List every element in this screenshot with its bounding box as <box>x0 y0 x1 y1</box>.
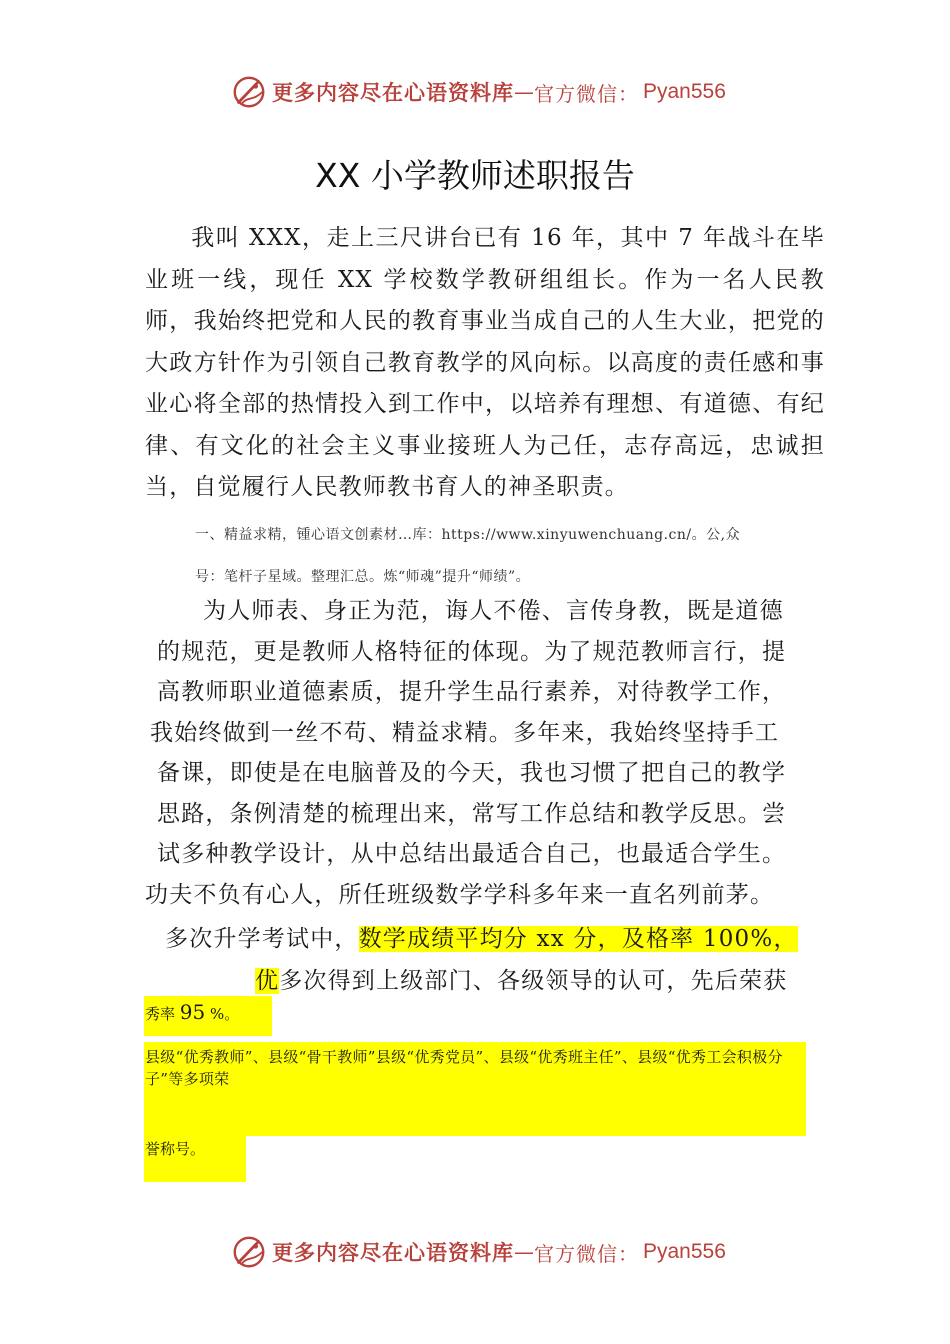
body-line: 试多种教学设计，从中总结出最适合自己，也最适合学生。 <box>157 841 787 867</box>
pen-logo-icon <box>230 1233 268 1271</box>
body-line: 为人师表、身正为范，诲人不倦、言传身教，既是道德 <box>203 598 784 624</box>
intro-text: 我叫 XXX，走上三尺讲台已有 16 年，其中 7 年战斗在毕业班一线，现任 XX 学校数学教研组组长。作为一名人民教师，我始终把党和人民的教育事业当成自己的人生大业，把党的大政方针作为引领自己教育教学的风向标。以高度的责任感和事业心将全部的热情投入到工作中，以培养有理想、有道德、有纪律、有文化的社会主义事业接班人为己任，志存高远，忠诚担当，自觉履行人民教师教书育人的神圣职责。 <box>145 225 825 500</box>
body-paragraph <box>145 591 820 915</box>
exam-highlight: 数学成绩平均分 xx 分，及格率 100%， <box>358 926 798 952</box>
intro-paragraph <box>145 218 825 509</box>
exam-prefix: 多次升学考试中， <box>165 926 359 952</box>
banner-text: 更多内容尽在心语资料库 <box>272 1240 514 1265</box>
honor-text: 誉称号。 <box>145 1140 206 1158</box>
footer-banner <box>230 1232 726 1272</box>
body-line: 功夫不负有心人，所任班级数学学科多年来一直名列前茅。 <box>145 881 775 908</box>
awards-text: 县级“优秀教师”、县级“骨干教师”县级“优秀党员”、县级“优秀班主任”、县级“优秀工会积极分子”等多项荣 <box>145 1048 783 1088</box>
pen-logo-icon <box>230 73 268 111</box>
award-highlight: 优 <box>255 968 280 994</box>
banner-separator: — <box>514 1240 534 1264</box>
rate-line <box>145 1000 239 1024</box>
section-note-line-1: 一、精益求精，锺心语文创素材…库：https://www.xinyuwenchuang.cn/。公,众 <box>195 527 741 543</box>
header-banner <box>230 72 726 112</box>
rate-suffix: %。 <box>210 1005 240 1023</box>
banner-separator: — <box>514 80 534 104</box>
rate-value: 95 <box>179 1000 206 1024</box>
award-rest: 多次得到上级部门、各级领导的认可，先后荣获 <box>279 968 788 994</box>
body-line: 高教师职业道德素质，提升学生品行素养，对待教学工作， <box>157 679 787 705</box>
banner-label: 官方微信： <box>534 81 639 106</box>
banner-wechat-id: Pyan556 <box>643 80 726 103</box>
body-line: 我始终做到一丝不苟、精益求精。多年来，我始终坚持手工 <box>150 719 780 746</box>
page-title: XX 小学教师述职报告 <box>315 156 635 195</box>
body-line: 备课，即使是在电脑普及的今天，我也习惯了把自己的教学 <box>157 760 787 786</box>
rate-prefix: 秀率 <box>145 1005 176 1023</box>
banner-label: 官方微信： <box>534 1241 639 1266</box>
banner-text: 更多内容尽在心语资料库 <box>272 80 514 105</box>
body-line: 的规范，更是教师人格特征的体现。为了规范教师言行，提 <box>157 638 787 665</box>
award-line <box>255 962 787 995</box>
exam-line <box>165 920 798 953</box>
banner-wechat-id: Pyan556 <box>643 1240 726 1263</box>
body-line: 思路，条例清楚的梳理出来，常写工作总结和教学反思。尝 <box>157 800 787 827</box>
section-note-line-2: 号：笔杆子星域。整理汇总。炼“师魂”提升“师绩”。 <box>195 569 531 585</box>
